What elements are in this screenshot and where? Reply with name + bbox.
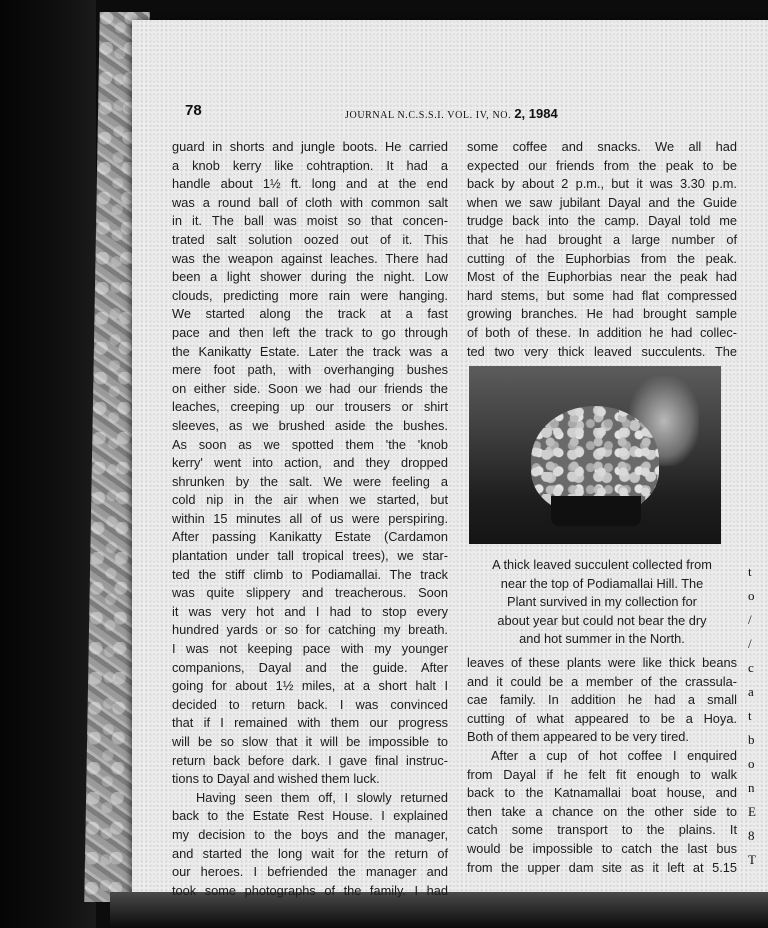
text-line: ted the stiff climb to Podiamallai. The track: [172, 566, 448, 582]
text-line: mere foot path, with overhanging bushes: [172, 362, 448, 378]
text-line: that he had brought a large number of: [467, 231, 737, 247]
text-line: tions to Dayal and wished them luck.: [172, 771, 380, 787]
text-line: shrunken by the salt. We were feeling a: [172, 473, 448, 489]
text-line: cutting of the Euphorbias from the peak.: [467, 250, 737, 266]
text-line: was the weapon against leaches. There had: [172, 250, 448, 266]
text-line: After a cup of hot coffee I enquired: [491, 747, 737, 763]
text-line: I was not keeping pace with my younger: [172, 641, 448, 657]
edge-fragment: /: [748, 636, 752, 651]
edge-fragment: T: [748, 852, 756, 867]
caption-line: and hot summer in the North.: [519, 631, 685, 647]
text-line: that if I remained with them our progress: [172, 715, 448, 731]
text-line: cold nip in the air when we started, but: [172, 492, 448, 508]
text-line: catch some transport to the plains. It: [467, 822, 737, 838]
text-line: back by about 2 p.m., but it was 3.30 p.m.: [467, 176, 737, 192]
text-line: kerry' went into action, and they dropped: [172, 455, 448, 471]
edge-fragment: o: [748, 756, 755, 771]
text-line: a knob kerry like cohtraption. It had a: [172, 157, 448, 173]
text-line: Both of them appeared to be very tired.: [467, 729, 689, 745]
text-line: hundred yards or so for catching my breath.: [172, 622, 448, 638]
edge-fragment: n: [748, 780, 755, 795]
text-line: trudge back into the camp. Dayal told me: [467, 213, 737, 229]
right-column-top: [467, 138, 737, 361]
text-line: from Dayal if he felt fit enough to walk: [467, 766, 737, 782]
text-line: pace and then left the track to go through: [172, 324, 448, 340]
succulent-photo: [469, 366, 721, 544]
caption-line: A thick leaved succulent collected from: [492, 557, 712, 572]
text-line: from the upper dam site as it left at 5.15: [467, 859, 737, 875]
text-line: sleeves, as we brushed aside the bushes.: [172, 417, 448, 433]
text-line: some coffee and snacks. We all had: [467, 139, 737, 154]
edge-fragment: 8: [748, 828, 755, 843]
text-line: leaves of these plants were like thick beans: [467, 655, 737, 670]
text-line: plantation under tall tropical trees), we star-: [172, 548, 448, 564]
text-line: within 15 minutes all of us were perspiring.: [172, 510, 448, 526]
text-line: would be impossible to catch the last bus: [467, 840, 737, 856]
plant-pot: [551, 496, 641, 526]
text-line: guard in shorts and jungle boots. He carried: [172, 139, 448, 154]
text-line: cutting of what appeared to be a Hoya.: [467, 710, 737, 726]
text-line: in it. The ball was moist so that concen-: [172, 213, 448, 229]
text-line: hard stems, but some had flat compressed: [467, 287, 737, 303]
text-line: return back before dark. I gave final instruc-: [172, 752, 448, 768]
text-line: our heroes. I befriended the manager and: [172, 864, 448, 880]
text-line: was quite slippery and treacherous. Soon: [172, 585, 448, 601]
adjacent-page-edge: [748, 560, 768, 900]
text-line: As soon as we spotted them 'the 'knob: [172, 436, 448, 452]
page-header: [185, 102, 745, 124]
text-line: been a light shower during the night. Low: [172, 269, 448, 285]
text-line: back to the Estate Rest House. I explained: [172, 808, 448, 824]
text-line: was a round ball of cloth with common salt: [172, 194, 448, 210]
caption-line: about year but could not bear the dry: [497, 612, 707, 628]
text-line: ted two very thick leaved succulents. The: [467, 343, 737, 359]
text-line: of both of these. In addition he had collec-: [467, 324, 737, 340]
text-line: clouds, predicting more rain were hanging.: [172, 287, 448, 303]
text-line: will be so slow that it will be impossible to: [172, 734, 448, 749]
edge-fragment: o: [748, 588, 755, 603]
running-head: [345, 106, 558, 121]
text-line: leaches, creeping up our trousers or shirt: [172, 399, 448, 415]
photo-caption: [484, 556, 720, 649]
text-line: cae family. In addition he had a small: [467, 692, 737, 708]
text-line: the Kanikatty Estate. Later the track was a: [172, 343, 448, 359]
text-line: then take a chance on the other side to: [467, 803, 737, 819]
edge-fragment: c: [748, 660, 754, 675]
text-line: Having seen them off, I slowly returned: [196, 789, 448, 805]
text-line: trated salt solution oozed out of it. This: [172, 231, 448, 247]
edge-fragment: a: [748, 684, 754, 699]
text-line: decided to return back. I was convinced: [172, 696, 448, 712]
edge-fragment: /: [748, 612, 752, 627]
text-line: on either side. Soon we had our friends the: [172, 380, 448, 396]
text-line: Most of the Euphorbias near the peak had: [467, 269, 737, 285]
text-line: and started the long wait for the return of: [172, 845, 448, 861]
text-line: We started along the track at a fast: [172, 306, 448, 322]
text-line: my decision to the boys and the manager,: [172, 826, 448, 842]
scan-background: [0, 0, 96, 928]
edge-fragment: t: [748, 564, 752, 579]
journal-name: JOURNAL N.C.S.S.I. VOL. IV, NO.: [345, 110, 512, 121]
issue-number: 2, 1984: [514, 106, 558, 121]
edge-fragment: b: [748, 732, 755, 747]
caption-line: Plant survived in my collection for: [507, 594, 697, 610]
page-number: 78: [185, 102, 202, 119]
left-column: [172, 138, 448, 900]
text-line: companions, Dayal and the guide. After: [172, 659, 448, 675]
caption-line: near the top of Podiamallai Hill. The: [500, 575, 704, 591]
text-line: and it could be a member of the crassula-: [467, 673, 737, 689]
text-line: growing branches. He had brought sample: [467, 306, 737, 322]
text-line: took some photographs of the family. I had: [172, 882, 448, 898]
edge-fragment: E: [748, 804, 756, 819]
text-line: expected our friends from the peak to be: [467, 157, 737, 173]
text-line: After passing Kanikatty Estate (Cardamon: [172, 529, 448, 545]
text-line: when we saw jubilant Dayal and the Guide: [467, 194, 737, 210]
text-line: handle about 1½ ft. long and at the end: [172, 176, 448, 192]
edge-fragment: t: [748, 708, 752, 723]
right-column-bottom: [467, 654, 737, 877]
text-line: going for about 1½ miles, at a short halt I: [172, 678, 448, 694]
text-line: back to the Katnamallai boat house, and: [467, 785, 737, 801]
text-line: it was very hot and I had to stop every: [172, 603, 448, 619]
